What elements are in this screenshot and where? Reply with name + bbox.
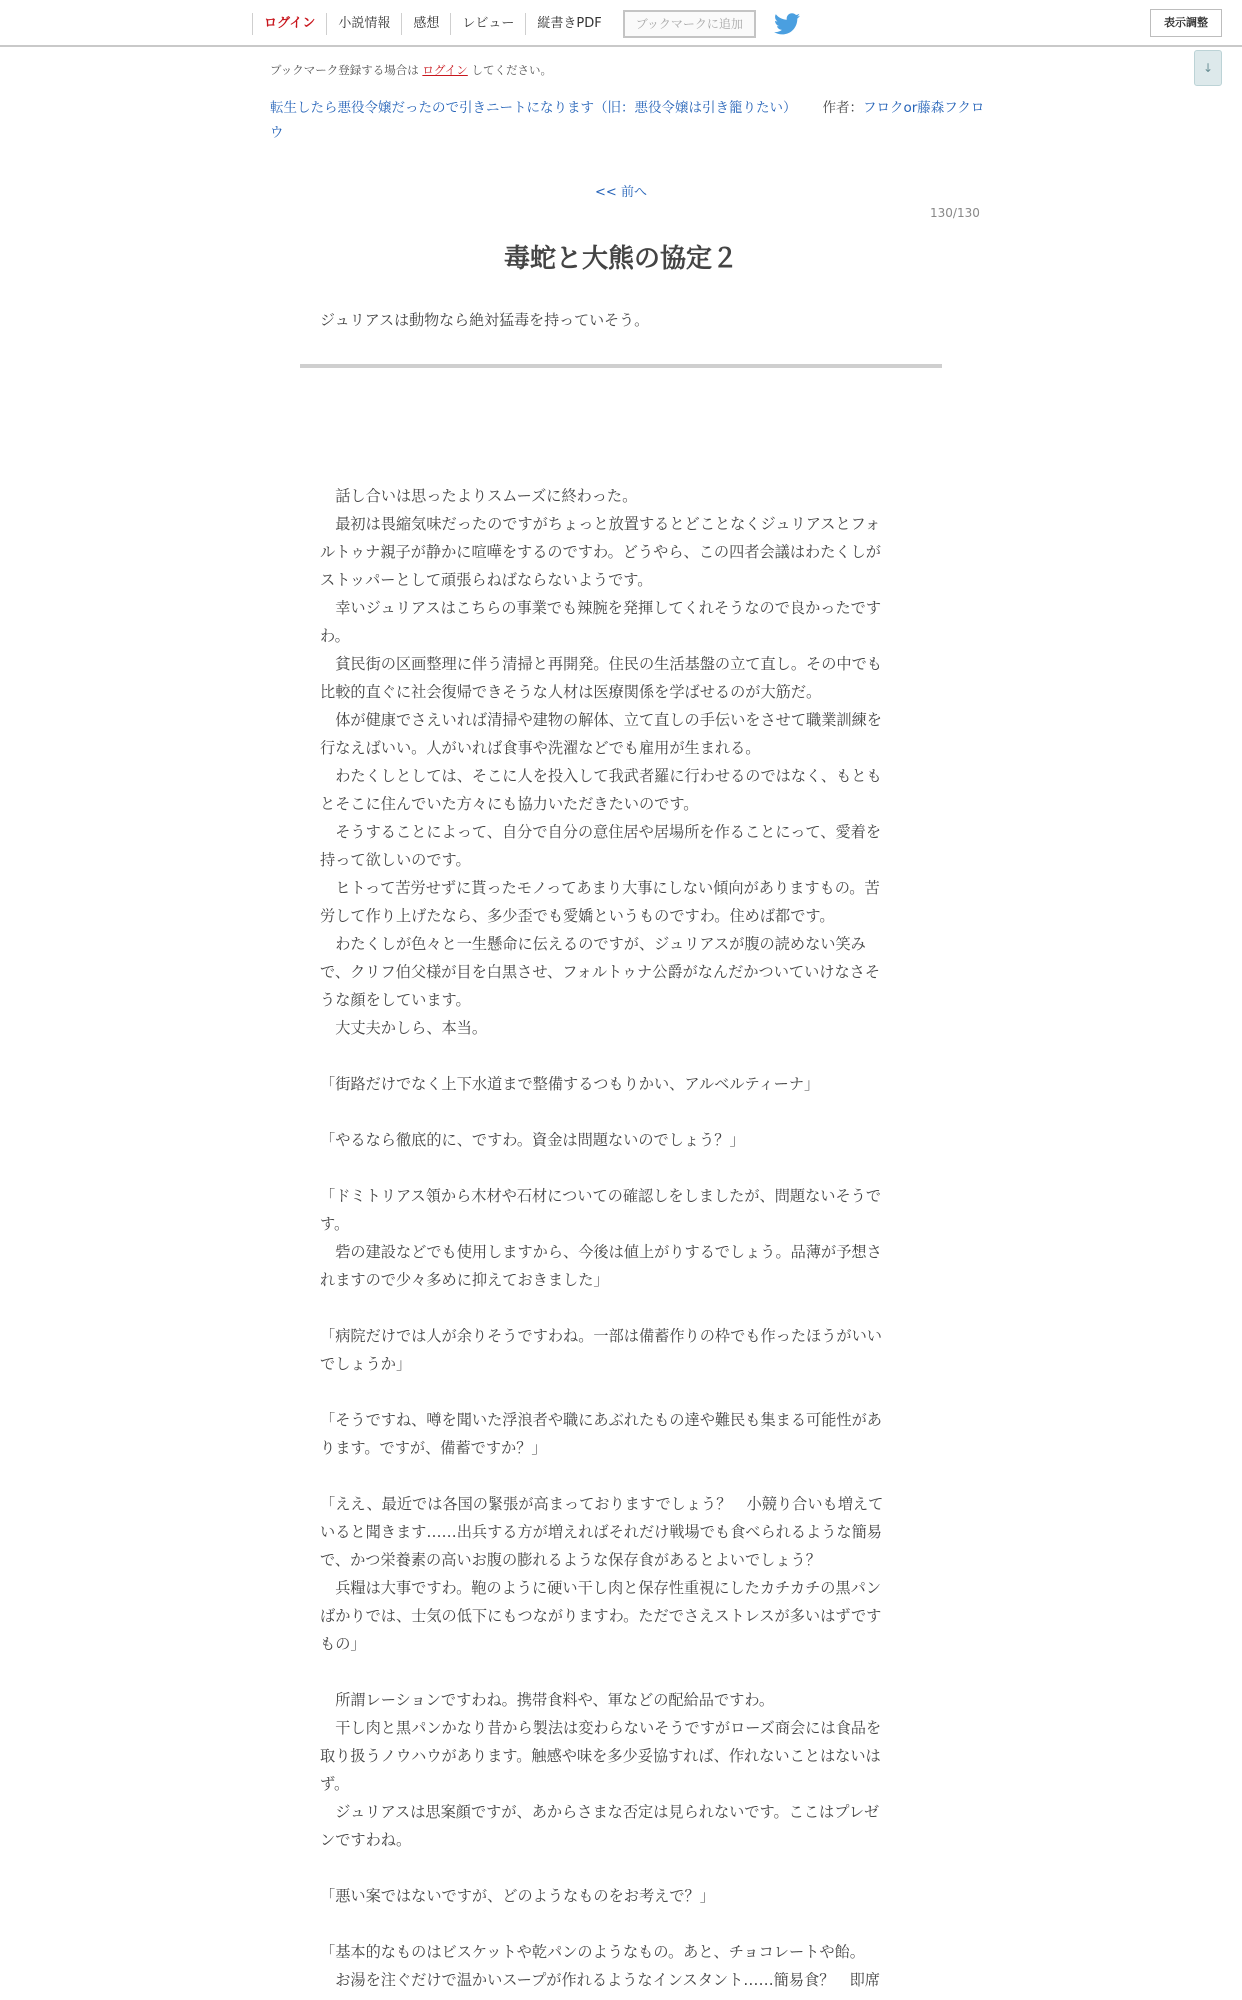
body-line: わたくしが色々と一生懸命に伝えるのですが、ジュリアスが腹の読めない笑み (320, 935, 866, 953)
page-number: 130/130 (930, 206, 980, 220)
body-line: 労して作り上げたなら、多少歪でも愛嬌というものですわ。住めば都です。 (320, 907, 835, 925)
body-line (320, 1658, 915, 1686)
body-line: 「やるなら徹底的に、ですわ。資金は問題ないのでしょう？」 (320, 1131, 745, 1149)
vertical-pdf-link[interactable]: 縦書きPDF (537, 15, 602, 31)
twitter-icon[interactable] (774, 13, 800, 35)
bookmark-notice (270, 62, 552, 78)
body-line: ンですわね。 (320, 1831, 412, 1849)
body-line: お湯を注ぐだけで温かいスープが作れるようなインスタント……簡易食？ 即席 (320, 1971, 880, 1989)
author-link[interactable]: フロクor藤森フクロウ (270, 100, 985, 141)
body-line: 体が健康でさえいれば清掃や建物の解体、立て直しの手伝いをさせて職業訓練を (320, 711, 882, 729)
review-link[interactable]: レビュー (451, 13, 526, 35)
notice-login-link[interactable]: ログイン (422, 63, 468, 77)
body-line (320, 1294, 915, 1322)
body-line: とそこに住んでいた方々にも協力いただきたいのです。 (320, 795, 699, 813)
impressions-link[interactable]: 感想 (402, 13, 451, 35)
body-line: 「基本的なものはビスケットや乾パンのようなもの。あと、チョコレートや飴。 (320, 1943, 865, 1961)
body-line: うな顔をしています。 (320, 991, 471, 1009)
body-line: わ。 (320, 627, 350, 645)
body-line: 砦の建設などでも使用しますから、今後は値上がりするでしょう。品薄が予想さ (320, 1243, 882, 1261)
body-line: 大丈夫かしら、本当。 (320, 1019, 488, 1037)
login-link[interactable]: ログイン (252, 13, 327, 35)
body-line: ジュリアスは思案顔ですが、あからさまな否定は見られないです。ここはプレゼ (320, 1803, 880, 1821)
body-line: 兵糧は大事ですわ。鞄のように硬い干し肉と保存性重視にしたカチカチの黒パン (320, 1579, 882, 1597)
body-line: 幸いジュリアスはこちらの事業でも辣腕を発揮してくれそうなので良かったです (320, 599, 882, 617)
body-line: ります。ですが、備蓄ですか？」 (320, 1439, 547, 1457)
notice-text-before: ブックマーク登録する場合は (270, 63, 419, 77)
prev-link[interactable]: << 前へ (595, 185, 647, 200)
prev-nav (0, 181, 1242, 200)
body-line: 「街路だけでなく上下水道まで整備するつもりかい、アルベルティーナ」 (320, 1075, 820, 1093)
chapter-body (320, 482, 915, 1994)
novel-header (270, 96, 985, 146)
body-line: す。 (320, 1215, 350, 1233)
chapter-title: 毒蛇と大熊の協定２ (503, 244, 738, 274)
body-line (320, 1462, 915, 1490)
author-label: 作者： (822, 100, 863, 116)
add-bookmark-button[interactable]: ブックマークに追加 (623, 10, 756, 38)
top-bar (0, 0, 1242, 47)
body-line: ばかりでは、士気の低下にもつながりますわ。ただでさえストレスが多いはずです (320, 1607, 882, 1625)
body-line: わたくしとしては、そこに人を投入して我武者羅に行わせるのではなく、もとも (320, 767, 882, 785)
body-line: 所謂レーションですわね。携帯食料や、軍などの配給品ですわ。 (320, 1691, 775, 1709)
body-line: れますので少々多めに抑えておきました」 (320, 1271, 609, 1289)
body-line: 「そうですね、噂を聞いた浮浪者や職にあぶれたもの達や難民も集まる可能性があ (320, 1411, 882, 1429)
chapter-preface: ジュリアスは動物なら絶対猛毒を持っていそう。 (320, 311, 650, 329)
body-line: 最初は畏縮気味だったのですがちょっと放置するとどことなくジュリアスとフォ (320, 515, 881, 533)
novel-info-link[interactable]: 小説情報 (327, 13, 402, 35)
preface-divider (300, 364, 942, 368)
body-line: ストッパーとして頑張らねばならないようです。 (320, 571, 653, 589)
body-line: 「ええ、最近では各国の緊張が高まっておりますでしょう？ 小競り合いも増えて (320, 1495, 884, 1513)
body-line: ず。 (320, 1775, 350, 1793)
body-line: 行なえばいい。人がいれば食事や洗濯などでも雇用が生まれる。 (320, 739, 761, 757)
body-line: 「悪い案ではないですが、どのようなものをお考えで？」 (320, 1887, 715, 1905)
body-line: ルトゥナ親子が静かに喧嘩をするのですわ。どうやら、この四者会議はわたくしが (320, 543, 881, 561)
body-line (320, 1910, 915, 1938)
body-line: で、かつ栄養素の高いお腹の膨れるような保存食があるとよいでしょう？ (320, 1551, 821, 1569)
global-nav (252, 0, 800, 47)
body-line (320, 1854, 915, 1882)
body-line: で、クリフ伯父様が目を白黒させ、フォルトゥナ公爵がなんだかついていけなさそ (320, 963, 881, 981)
body-line: 話し合いは思ったよりスムーズに終わった。 (320, 487, 638, 505)
body-line: いると聞きます……出兵する方が増えればそれだけ戦場でも食べられるような簡易 (320, 1523, 882, 1541)
body-line: 持って欲しいのです。 (320, 851, 471, 869)
body-line: そうすることによって、自分で自分の意住居や居場所を作ることにって、愛着を (320, 823, 882, 841)
body-line: 干し肉と黒パンかなり昔から製法は変わらないそうですがローズ商会には食品を (320, 1719, 882, 1737)
body-line: 「ドミトリアス領から木材や石材についての確認しをしましたが、問題ないそうで (320, 1187, 882, 1205)
body-line: もの」 (320, 1635, 366, 1653)
body-line: ヒトって苦労せずに貰ったモノってあまり大事にしない傾向がありますもの。苦 (320, 879, 880, 897)
display-settings-button[interactable]: 表示調整 (1150, 9, 1222, 37)
body-line: 貧民街の区画整理に伴う清掃と再開発。住民の生活基盤の立て直し。その中でも (320, 655, 882, 673)
body-line (320, 1098, 915, 1126)
body-line: 取り扱うノウハウがあります。触感や味を多少妥協すれば、作れないことはないは (320, 1747, 881, 1765)
scroll-down-button[interactable]: ↓ (1194, 50, 1222, 86)
body-line: 「病院だけでは人が余りそうですわね。一部は備蓄作りの枠でも作ったほうがいい (320, 1327, 882, 1345)
body-line: でしょうか」 (320, 1355, 412, 1373)
body-line (320, 1154, 915, 1182)
body-line: 比較的直ぐに社会復帰できそうな人材は医療関係を学ばせるのが大筋だ。 (320, 683, 822, 701)
notice-text-after: してください。 (471, 63, 552, 77)
body-line (320, 1042, 915, 1070)
body-line (320, 1378, 915, 1406)
novel-title-link[interactable]: 転生したら悪役令嬢だったので引きニートになります（旧：悪役令嬢は引き籠りたい） (270, 100, 797, 116)
